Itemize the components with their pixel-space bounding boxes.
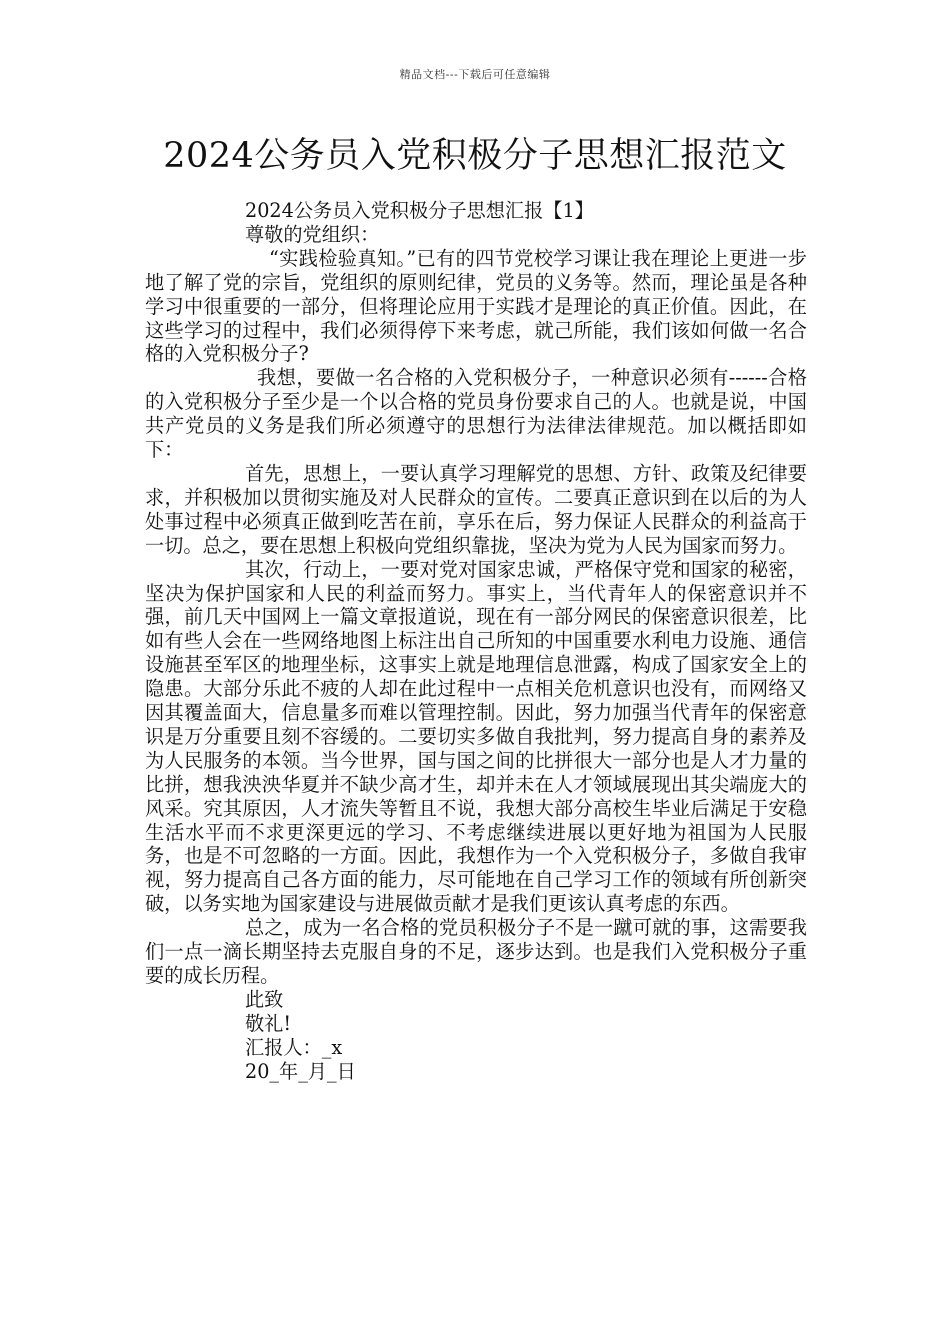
document-title: 2024公务员入党积极分子思想汇报范文: [163, 136, 787, 176]
header-note: 精品文档---下载后可任意编辑: [399, 68, 551, 81]
salutation: 尊敬的党组织：: [245, 222, 380, 246]
closing-line-1: 此致: [245, 987, 284, 1011]
paragraph-4: 其次，行动上，一要对党对国家忠诚，严格保守党和国家的秘密，坚决为保护国家和人民的利益而努力。事实上，当代青年人的保密意识并不强，前几天中国网上一篇文章报道说，现在有一部分网民的保密意识很差，比如有些人会在一些网络地图上标注出自己所知的中国重要水利电力设施、通信设施甚至军区的地理坐标，这事实上就是地理信息泄露，构成了国家安全上的隐患。大部分乐此不疲的人却在此过程中一点相关危机意识也没有，而网络又因其覆盖面大，信息量多而难以管理控制。因此，努力加强当代青年的保密意识是万分重要且刻不容缓的。二要切实多做自我批判，努力提高自身的素养及为人民服务的本领。当今世界，国与国之间的比拼很大一部分也是人才力量的比拼，想我泱泱华夏并不缺少高才生，却并未在人才领域展现出其尖端庞大的风采。究其原因，人才流失等暂且不说，我想大部分高校生毕业后满足于安稳生活水平而不求更深更远的学习、不考虑继续进展以更好地为祖国为人民服务，也是不可忽略的一方面。因此，我想作为一个入党积极分子，多做自我审视，努力提高自己各方面的能力，尽可能地在自己学习工作的领域有所创新突破，以务实地为国家建设与进展做贡献才是我们更该认真考虑的东西。: [145, 557, 807, 916]
paragraph-5: 总之，成为一名合格的党员积极分子不是一蹴可就的事，这需要我们一点一滴长期坚持去克服自身的不足，逐步达到。也是我们入党积极分子重要的成长历程。: [145, 916, 807, 987]
date-line: 20_年_月_日: [245, 1059, 356, 1083]
paragraph-3: 首先，思想上，一要认真学习理解党的思想、方针、政策及纪律要求，并积极加以贯彻实施及对人民群众的宣传。二要真正意识到在以后的为人处事过程中必须真正做到吃苦在前，享乐在后，努力保证人民群众的利益高于一切。总之，要在思想上积极向党组织靠拢，坚决为党为人民为国家而努力。: [145, 461, 807, 557]
document-body: [145, 199, 807, 1084]
document-subtitle: 2024公务员入党积极分子思想汇报【1】: [245, 199, 594, 222]
reporter-line: 汇报人：_x: [245, 1035, 343, 1059]
paragraph-2: 我想，要做一名合格的入党积极分子，一种意识必须有------合格的入党积极分子至少是一个以合格的党员身份要求自己的人。也就是说，中国共产党员的义务是我们所必须遵守的思想行为法律法律规范。加以概括即如下：: [145, 366, 807, 462]
paragraph-1: “实践检验真知。”已有的四节党校学习课让我在理论上更进一步地了解了党的宗旨，党组织的原则纪律，党员的义务等。然而，理论虽是各种学习中很重要的一部分，但将理论应用于实践才是理论的真正价值。因此，在这些学习的过程中，我们必须得停下来考虑，就己所能，我们该如何做一名合格的入党积极分子?: [145, 246, 807, 366]
closing-line-2: 敬礼!: [245, 1011, 292, 1035]
